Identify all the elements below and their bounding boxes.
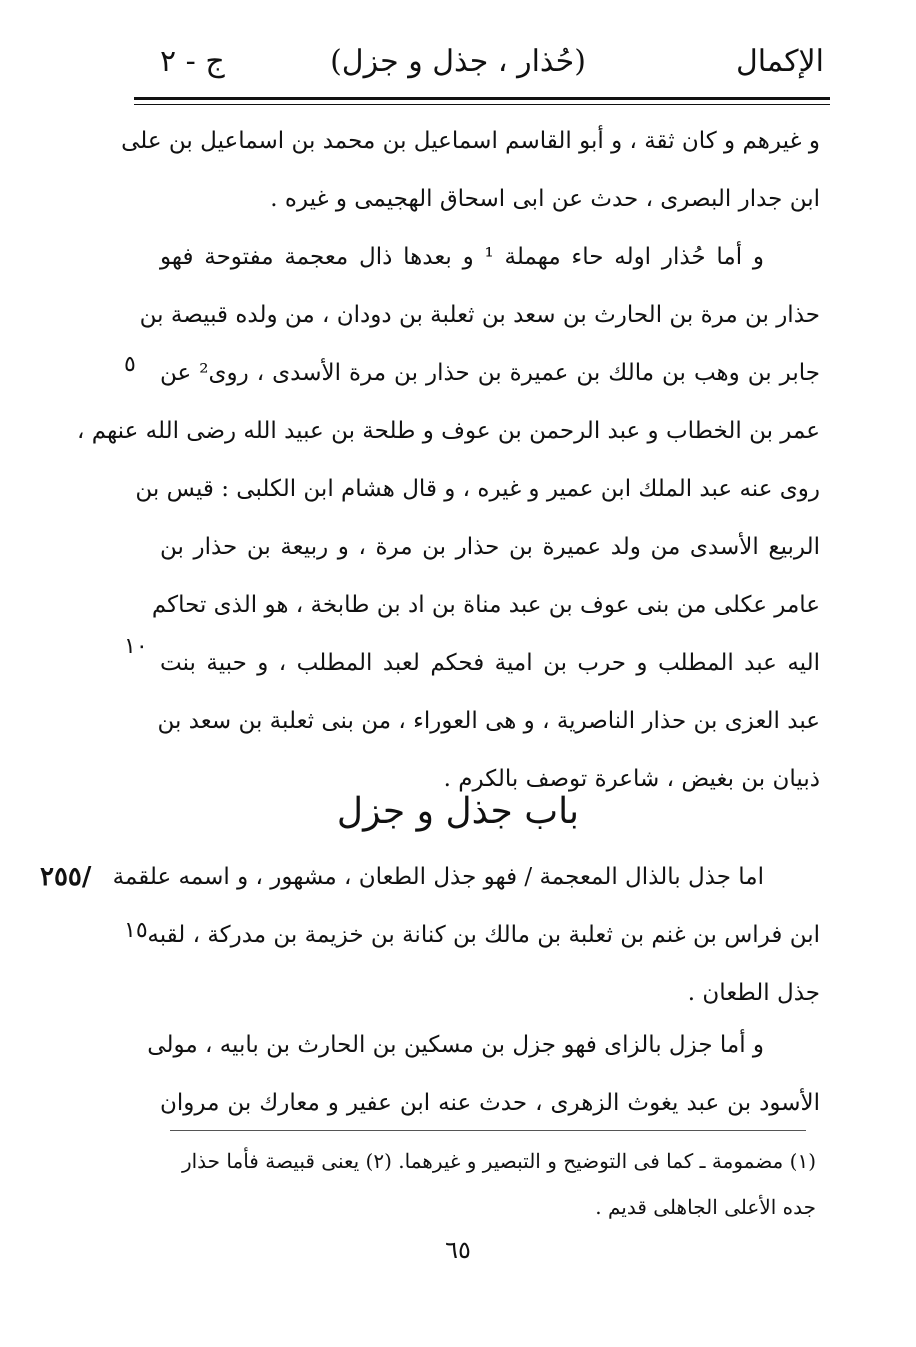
text-line: روى عنه عبد الملك ابن عمير و غيره ، و قال هشام ابن الكلبى : قيس بن xyxy=(135,476,820,502)
line-number-10: ١٠ xyxy=(124,634,148,659)
running-head-section: (حُذار ، جذل و جزل) xyxy=(330,44,586,79)
running-head-book-title: الإكمال xyxy=(735,44,824,79)
text-line: حذار بن مرة بن الحارث بن سعد بن ثعلبة بن دودان ، من ولده قبيصة بن xyxy=(139,302,820,328)
footnote-line: جده الأعلى الجاهلى قديم . xyxy=(595,1195,816,1219)
paragraph-1 xyxy=(121,112,820,228)
text-line: و أما حُذار اوله حاء مهملة ¹ و بعدها ذال معجمة مفتوحة فهو xyxy=(160,244,764,270)
text-line: و غيرهم و كان ثقة ، و أبو القاسم اسماعيل بن محمد بن اسماعيل بن على xyxy=(121,128,820,154)
text-line: و أما جزل بالزاى فهو جزل بن مسكين بن الحارث بن بابيه ، مولى xyxy=(147,1032,764,1058)
text-line: عمر بن الخطاب و عبد الرحمن بن عوف و طلحة بن عبيد الله رضى الله عنهم ، xyxy=(77,418,820,444)
running-head-volume: ج - ٢ xyxy=(160,44,225,79)
text-line: عامر عكلى من بنى عوف بن عبد مناة بن اد بن طابخة ، هو الذى تحاكم xyxy=(151,592,820,618)
footnotes xyxy=(176,1138,816,1230)
text-line: اليه عبد المطلب و حرب بن امية فحكم لعبد المطلب ، و حبية بنت xyxy=(160,650,820,676)
text-line: اما جذل بالذال المعجمة / فهو جذل الطعان ، مشهور ، و اسمه علقمة xyxy=(112,864,764,890)
header-rule-thin xyxy=(134,104,830,105)
line-number-15: ١٥ xyxy=(124,918,148,943)
text-line: الربيع الأسدى من ولد عميرة بن حذار بن مرة ، و ربيعة بن حذار بن xyxy=(160,534,820,560)
section-title: باب جذل و جزل xyxy=(336,791,580,832)
text-line: ابن جدار البصرى ، حدث عن ابى اسحاق الهجيمى و غيره . xyxy=(270,186,820,212)
folio-marker: /٢٥٥ xyxy=(40,862,92,892)
text-line: الأسود بن عبد يغوث الزهرى ، حدث عنه ابن عفير و معارك بن مروان xyxy=(160,1090,820,1116)
line-number-5: ٥ xyxy=(124,352,136,377)
paragraph-4 xyxy=(147,1016,820,1132)
footnote-line: (١) مضمومة ـ كما فى التوضيح و التبصير و غيرهما. (٢) يعنى قبيصة فأما حذار xyxy=(181,1149,816,1173)
text-line: عبد العزى بن حذار الناصرية ، و هى العوراء ، من بنى ثعلبة بن سعد بن xyxy=(157,708,820,734)
text-line: ذبيان بن بغيض ، شاعرة توصف بالكرم . xyxy=(443,766,820,792)
footnote-rule xyxy=(170,1130,806,1131)
text-line: ابن فراس بن غنم بن ثعلبة بن مالك بن كنانة بن خزيمة بن مدركة ، لقبه xyxy=(147,922,820,948)
text-line: جابر بن وهب بن مالك بن عميرة بن حذار بن مرة الأسدى ، روى² عن xyxy=(160,360,821,386)
text-line: جذل الطعان . xyxy=(687,980,820,1006)
header-rule-thick xyxy=(134,97,830,100)
page-number: ٦٥ xyxy=(445,1236,471,1264)
